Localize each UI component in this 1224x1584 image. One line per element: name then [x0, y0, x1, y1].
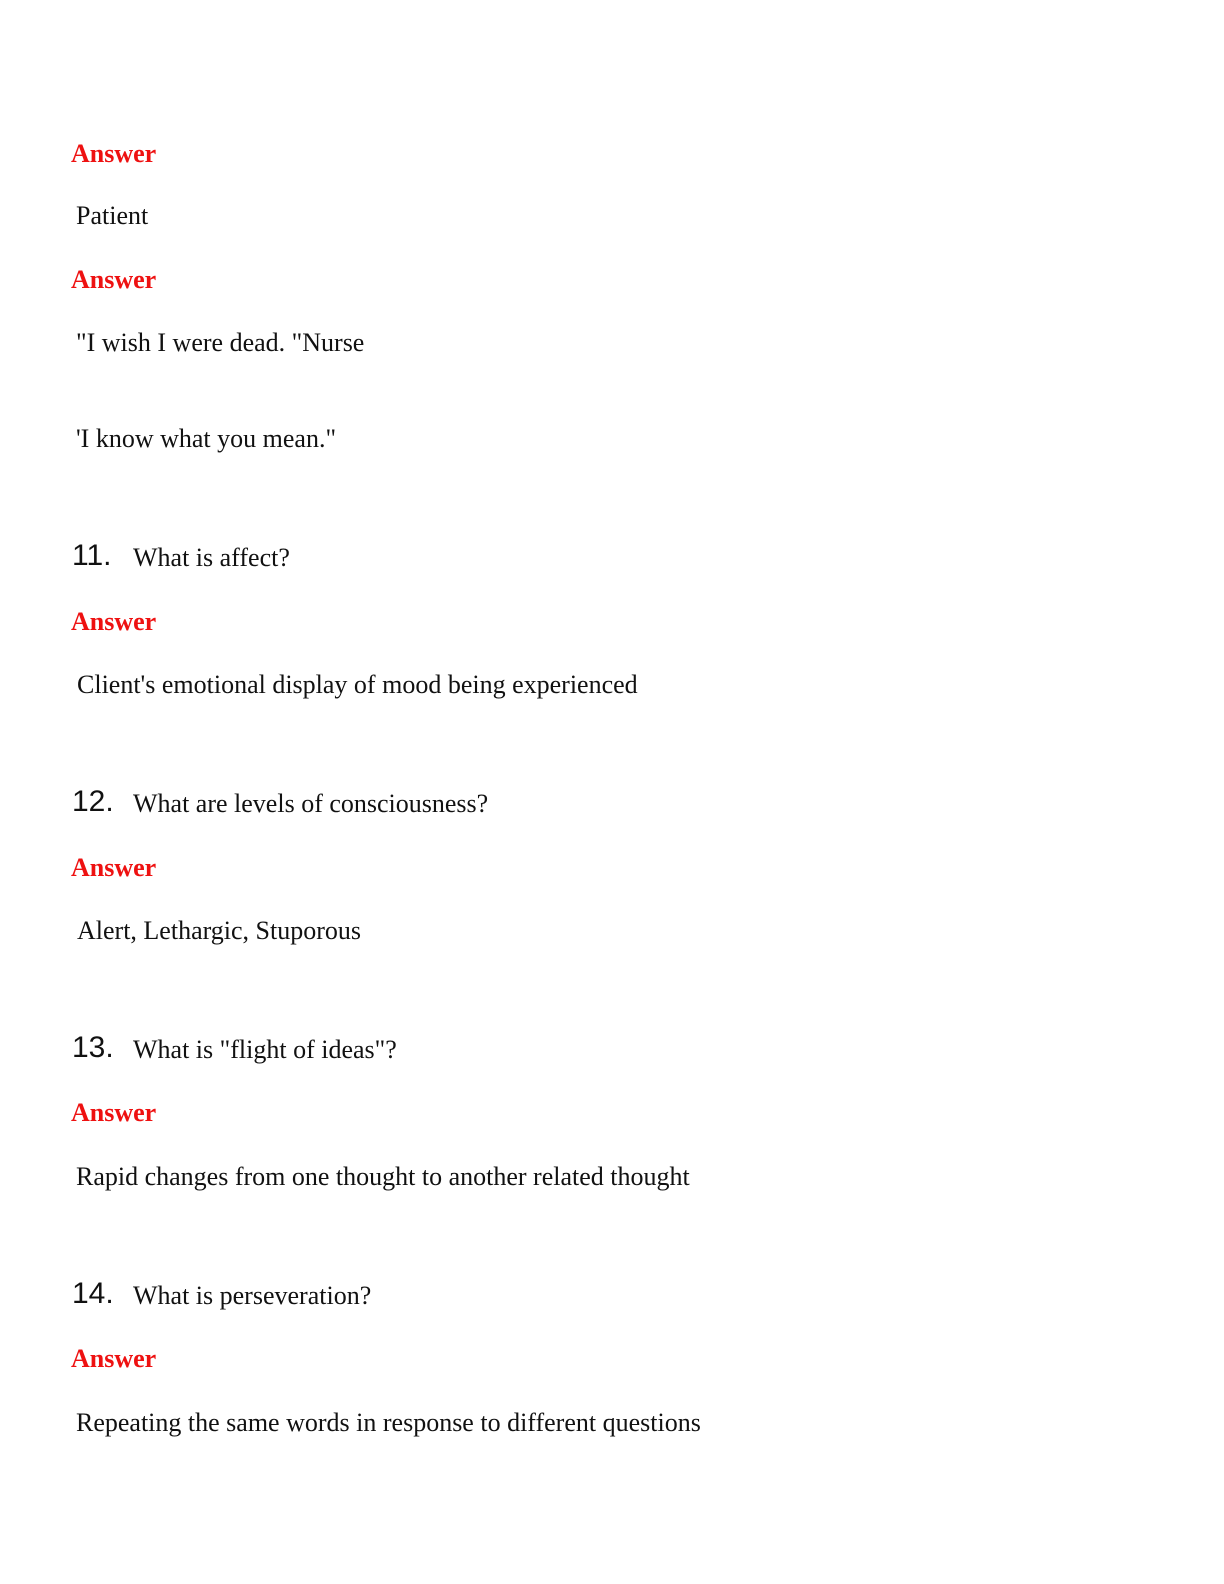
question-number: 13. — [72, 1031, 114, 1064]
answer-label: Answer — [71, 139, 157, 168]
answer-text: Rapid changes from one thought to another related thought — [76, 1162, 690, 1191]
question-text: What is perseveration? — [133, 1281, 372, 1310]
answer-text: Repeating the same words in response to different questions — [76, 1408, 701, 1437]
answer-label: Answer — [71, 1344, 157, 1373]
answer-text: "I wish I were dead. "Nurse — [76, 328, 365, 357]
question-number: 11. — [72, 539, 112, 572]
answer-label: Answer — [71, 1098, 157, 1127]
question-text: What is "flight of ideas"? — [133, 1035, 397, 1064]
answer-label: Answer — [71, 853, 157, 882]
answer-label: Answer — [71, 265, 157, 294]
question-number: 14. — [72, 1277, 114, 1310]
question-text: What are levels of consciousness? — [133, 789, 489, 818]
answer-label: Answer — [71, 607, 157, 636]
answer-text: Alert, Lethargic, Stuporous — [77, 916, 362, 945]
answer-text: Client's emotional display of mood being experienced — [77, 670, 638, 699]
question-number: 12. — [72, 785, 114, 818]
answer-text: Patient — [76, 201, 149, 230]
question-text: What is affect? — [133, 543, 290, 572]
answer-text: 'I know what you mean." — [76, 424, 337, 453]
